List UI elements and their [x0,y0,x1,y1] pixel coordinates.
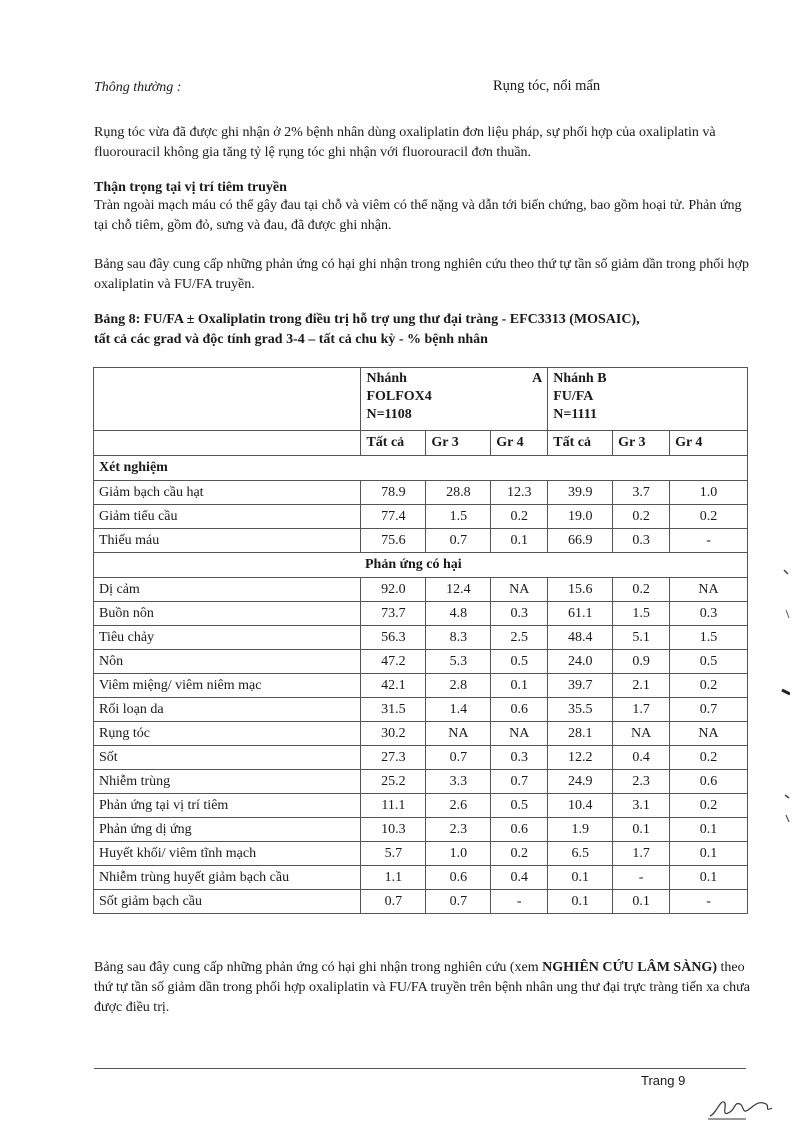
value-cell: 0.6 [491,698,548,722]
value-cell: 2.8 [426,674,491,698]
value-cell: 3.3 [426,770,491,794]
value-cell: - [670,890,748,914]
value-cell: 3.7 [613,481,670,505]
value-cell: 24.0 [548,650,613,674]
table-row [94,626,748,650]
value-cell: 0.2 [670,505,748,529]
value-cell: 2.3 [426,818,491,842]
value-cell: 0.1 [548,890,613,914]
paragraph-closing-bold: NGHIÊN CỨU LÂM SÀNG) [542,960,717,975]
table-row [94,505,748,529]
value-cell: 0.1 [491,529,548,553]
row-label: Rối loạn da [94,698,361,722]
value-cell: 3.1 [613,794,670,818]
value-cell: 8.3 [426,626,491,650]
value-cell: 15.6 [548,578,613,602]
value-cell: 0.7 [426,890,491,914]
value-cell: 0.7 [491,770,548,794]
value-cell: 2.3 [613,770,670,794]
table-row [94,890,748,914]
value-cell: 73.7 [361,602,426,626]
table-row [94,818,748,842]
value-cell: 1.5 [670,626,748,650]
page-number: Trang 9 [641,1073,686,1088]
value-cell: 0.1 [548,866,613,890]
value-cell: 2.5 [491,626,548,650]
value-cell: 1.5 [613,602,670,626]
value-cell: 0.1 [491,674,548,698]
table-row [94,842,748,866]
value-cell: 0.9 [613,650,670,674]
value-cell: 75.6 [361,529,426,553]
table-header-arms [94,368,748,431]
subheader-cell: Tất cả [361,431,426,456]
section-adverse [94,553,748,578]
row-label: Thiếu máu [94,529,361,553]
table-row [94,578,748,602]
value-cell: - [613,866,670,890]
section-lab [94,456,748,481]
subheader-cell: Gr 3 [613,431,670,456]
value-cell: 12.4 [426,578,491,602]
value-cell: 0.7 [426,529,491,553]
value-cell: 66.9 [548,529,613,553]
value-cell: 0.2 [670,674,748,698]
value-cell: 0.5 [491,794,548,818]
row-label: Tiêu chảy [94,626,361,650]
value-cell: - [491,890,548,914]
arm-b-header [548,368,748,431]
table-row [94,674,748,698]
value-cell: 11.1 [361,794,426,818]
value-cell: 1.7 [613,842,670,866]
table-row [94,602,748,626]
value-cell: 0.3 [491,602,548,626]
value-cell: 2.6 [426,794,491,818]
arm-a-line1: Nhánh [366,371,407,386]
value-cell: 0.6 [670,770,748,794]
value-cell: 61.1 [548,602,613,626]
paragraph-alopecia: Rụng tóc vừa đã được ghi nhận ở 2% bệnh nhân dùng oxaliplatin đơn liệu pháp, sự phối hợp của oxaliplatin và fluorouracil không gia tăng tỷ lệ rụng tóc ghi nhận với fluorouracil đơn thuần. [94,125,716,160]
table-title-line1: Bảng 8: FU/FA ± Oxaliplatin trong điều trị hỗ trợ ung thư đại tràng - EFC3313 (MOSAIC), [94,312,640,327]
value-cell: 0.4 [613,746,670,770]
value-cell: 25.2 [361,770,426,794]
value-cell: 19.0 [548,505,613,529]
value-cell: 4.8 [426,602,491,626]
row-label: Sốt [94,746,361,770]
value-cell: NA [491,578,548,602]
table-row [94,481,748,505]
arm-b-line2: FU/FA [553,389,594,404]
arm-a-line2: FOLFOX4 [366,389,432,404]
row-label: Sốt giảm bạch cầu [94,890,361,914]
value-cell: 1.7 [613,698,670,722]
value-cell: NA [670,578,748,602]
value-cell: 0.2 [491,842,548,866]
value-cell: 56.3 [361,626,426,650]
table-row [94,746,748,770]
row-label: Phản ứng tại vị trí tiêm [94,794,361,818]
arm-a-header [361,368,548,431]
value-cell: 12.2 [548,746,613,770]
value-cell: 0.2 [670,794,748,818]
table-title-line2: tất cả các grad và độc tính grad 3-4 – tất cả chu kỳ - % bệnh nhân [94,332,488,347]
value-cell: 30.2 [361,722,426,746]
row-label: Huyết khối/ viêm tĩnh mạch [94,842,361,866]
row-label: Giảm tiểu cầu [94,505,361,529]
value-cell: 24.9 [548,770,613,794]
value-cell: 0.2 [491,505,548,529]
frequency-value: Rụng tóc, nổi mẩn [493,78,601,94]
value-cell: 0.7 [426,746,491,770]
row-label: Dị cảm [94,578,361,602]
value-cell: NA [613,722,670,746]
value-cell: 6.5 [548,842,613,866]
row-label: Viêm miệng/ viêm niêm mạc [94,674,361,698]
header-empty-cell [94,368,361,431]
value-cell: 27.3 [361,746,426,770]
value-cell: 1.0 [670,481,748,505]
value-cell: 1.4 [426,698,491,722]
value-cell: 0.2 [613,578,670,602]
value-cell: - [670,529,748,553]
value-cell: 39.7 [548,674,613,698]
value-cell: NA [670,722,748,746]
value-cell: NA [491,722,548,746]
value-cell: 10.3 [361,818,426,842]
value-cell: 0.7 [361,890,426,914]
injection-site-heading: Thận trọng tại vị trí tiêm truyền [94,180,287,195]
paragraph-injection-site: Tràn ngoài mạch máu có thể gây đau tại chỗ và viêm có thể nặng và dẫn tới biến chứng, bao gồm hoại tử. Phản ứng tại chỗ tiêm, gồm đỏ, sưng và đau, đã được ghi nhận. [94,198,742,233]
value-cell: 28.8 [426,481,491,505]
table-row [94,794,748,818]
value-cell: 0.1 [613,890,670,914]
value-cell: 35.5 [548,698,613,722]
scan-edge-marks [770,560,790,860]
value-cell: 5.3 [426,650,491,674]
table-header-grades [94,431,748,456]
value-cell: NA [426,722,491,746]
arm-a-letter: A [532,371,543,386]
row-label: Buồn nôn [94,602,361,626]
arm-b-line1: Nhánh B [553,371,607,386]
value-cell: 1.9 [548,818,613,842]
value-cell: 42.1 [361,674,426,698]
paragraph-closing [94,958,759,1018]
value-cell: 5.1 [613,626,670,650]
value-cell: 39.9 [548,481,613,505]
value-cell: 0.6 [491,818,548,842]
row-label: Giảm bạch cầu hạt [94,481,361,505]
value-cell: 78.9 [361,481,426,505]
row-label: Rụng tóc [94,722,361,746]
subheader-cell: Gr 4 [670,431,748,456]
value-cell: 47.2 [361,650,426,674]
table-row [94,770,748,794]
section-title: Xét nghiệm [94,456,748,481]
footer-rule [94,1068,746,1069]
paragraph-closing-part1: Bảng sau đây cung cấp những phản ứng có hại ghi nhận trong nghiên cứu (xem [94,960,543,975]
arm-b-line3: N=1111 [553,407,598,422]
table-title [94,310,764,350]
value-cell: 0.6 [426,866,491,890]
value-cell: 28.1 [548,722,613,746]
row-label: Nhiễm trùng huyết giảm bạch cầu [94,866,361,890]
value-cell: 0.5 [491,650,548,674]
value-cell: 0.1 [670,866,748,890]
value-cell: 0.3 [670,602,748,626]
handwritten-signature [706,1092,776,1122]
row-label: Nhiễm trùng [94,770,361,794]
value-cell: 0.1 [613,818,670,842]
value-cell: 2.1 [613,674,670,698]
table-row [94,529,748,553]
value-cell: 31.5 [361,698,426,722]
adverse-reactions-table [93,367,748,914]
value-cell: 1.5 [426,505,491,529]
row-label: Phản ứng dị ứng [94,818,361,842]
value-cell: 10.4 [548,794,613,818]
value-cell: 5.7 [361,842,426,866]
table-row [94,866,748,890]
table-row [94,650,748,674]
value-cell: 0.3 [491,746,548,770]
frequency-label: Thông thường : [94,80,182,95]
value-cell: 92.0 [361,578,426,602]
row-label: Nôn [94,650,361,674]
value-cell: 77.4 [361,505,426,529]
arm-a-line3: N=1108 [366,407,412,422]
subheader-empty-cell [94,431,361,456]
paragraph-closing-part2: theo thứ tự tần số giảm dần trong phối hợp oxaliplatin và FU/FA truyền trên bệnh nhân ung thư đại trực tràng tiến xa chưa được điều trị. [94,960,750,1015]
value-cell: 0.1 [670,842,748,866]
value-cell: 0.5 [670,650,748,674]
value-cell: 0.4 [491,866,548,890]
value-cell: 0.2 [613,505,670,529]
subheader-cell: Gr 3 [426,431,491,456]
section-title: Phản ứng có hại [94,553,748,578]
paragraph-table-intro: Bảng sau đây cung cấp những phản ứng có hại ghi nhận trong nghiên cứu theo thứ tự tần số giảm dần trong phối hợp oxaliplatin và FU/FA truyền. [94,257,749,292]
value-cell: 0.1 [670,818,748,842]
value-cell: 0.3 [613,529,670,553]
value-cell: 1.1 [361,866,426,890]
value-cell: 48.4 [548,626,613,650]
table-row [94,722,748,746]
subheader-cell: Gr 4 [491,431,548,456]
subheader-cell: Tất cả [548,431,613,456]
value-cell: 12.3 [491,481,548,505]
value-cell: 1.0 [426,842,491,866]
value-cell: 0.2 [670,746,748,770]
value-cell: 0.7 [670,698,748,722]
table-row [94,698,748,722]
